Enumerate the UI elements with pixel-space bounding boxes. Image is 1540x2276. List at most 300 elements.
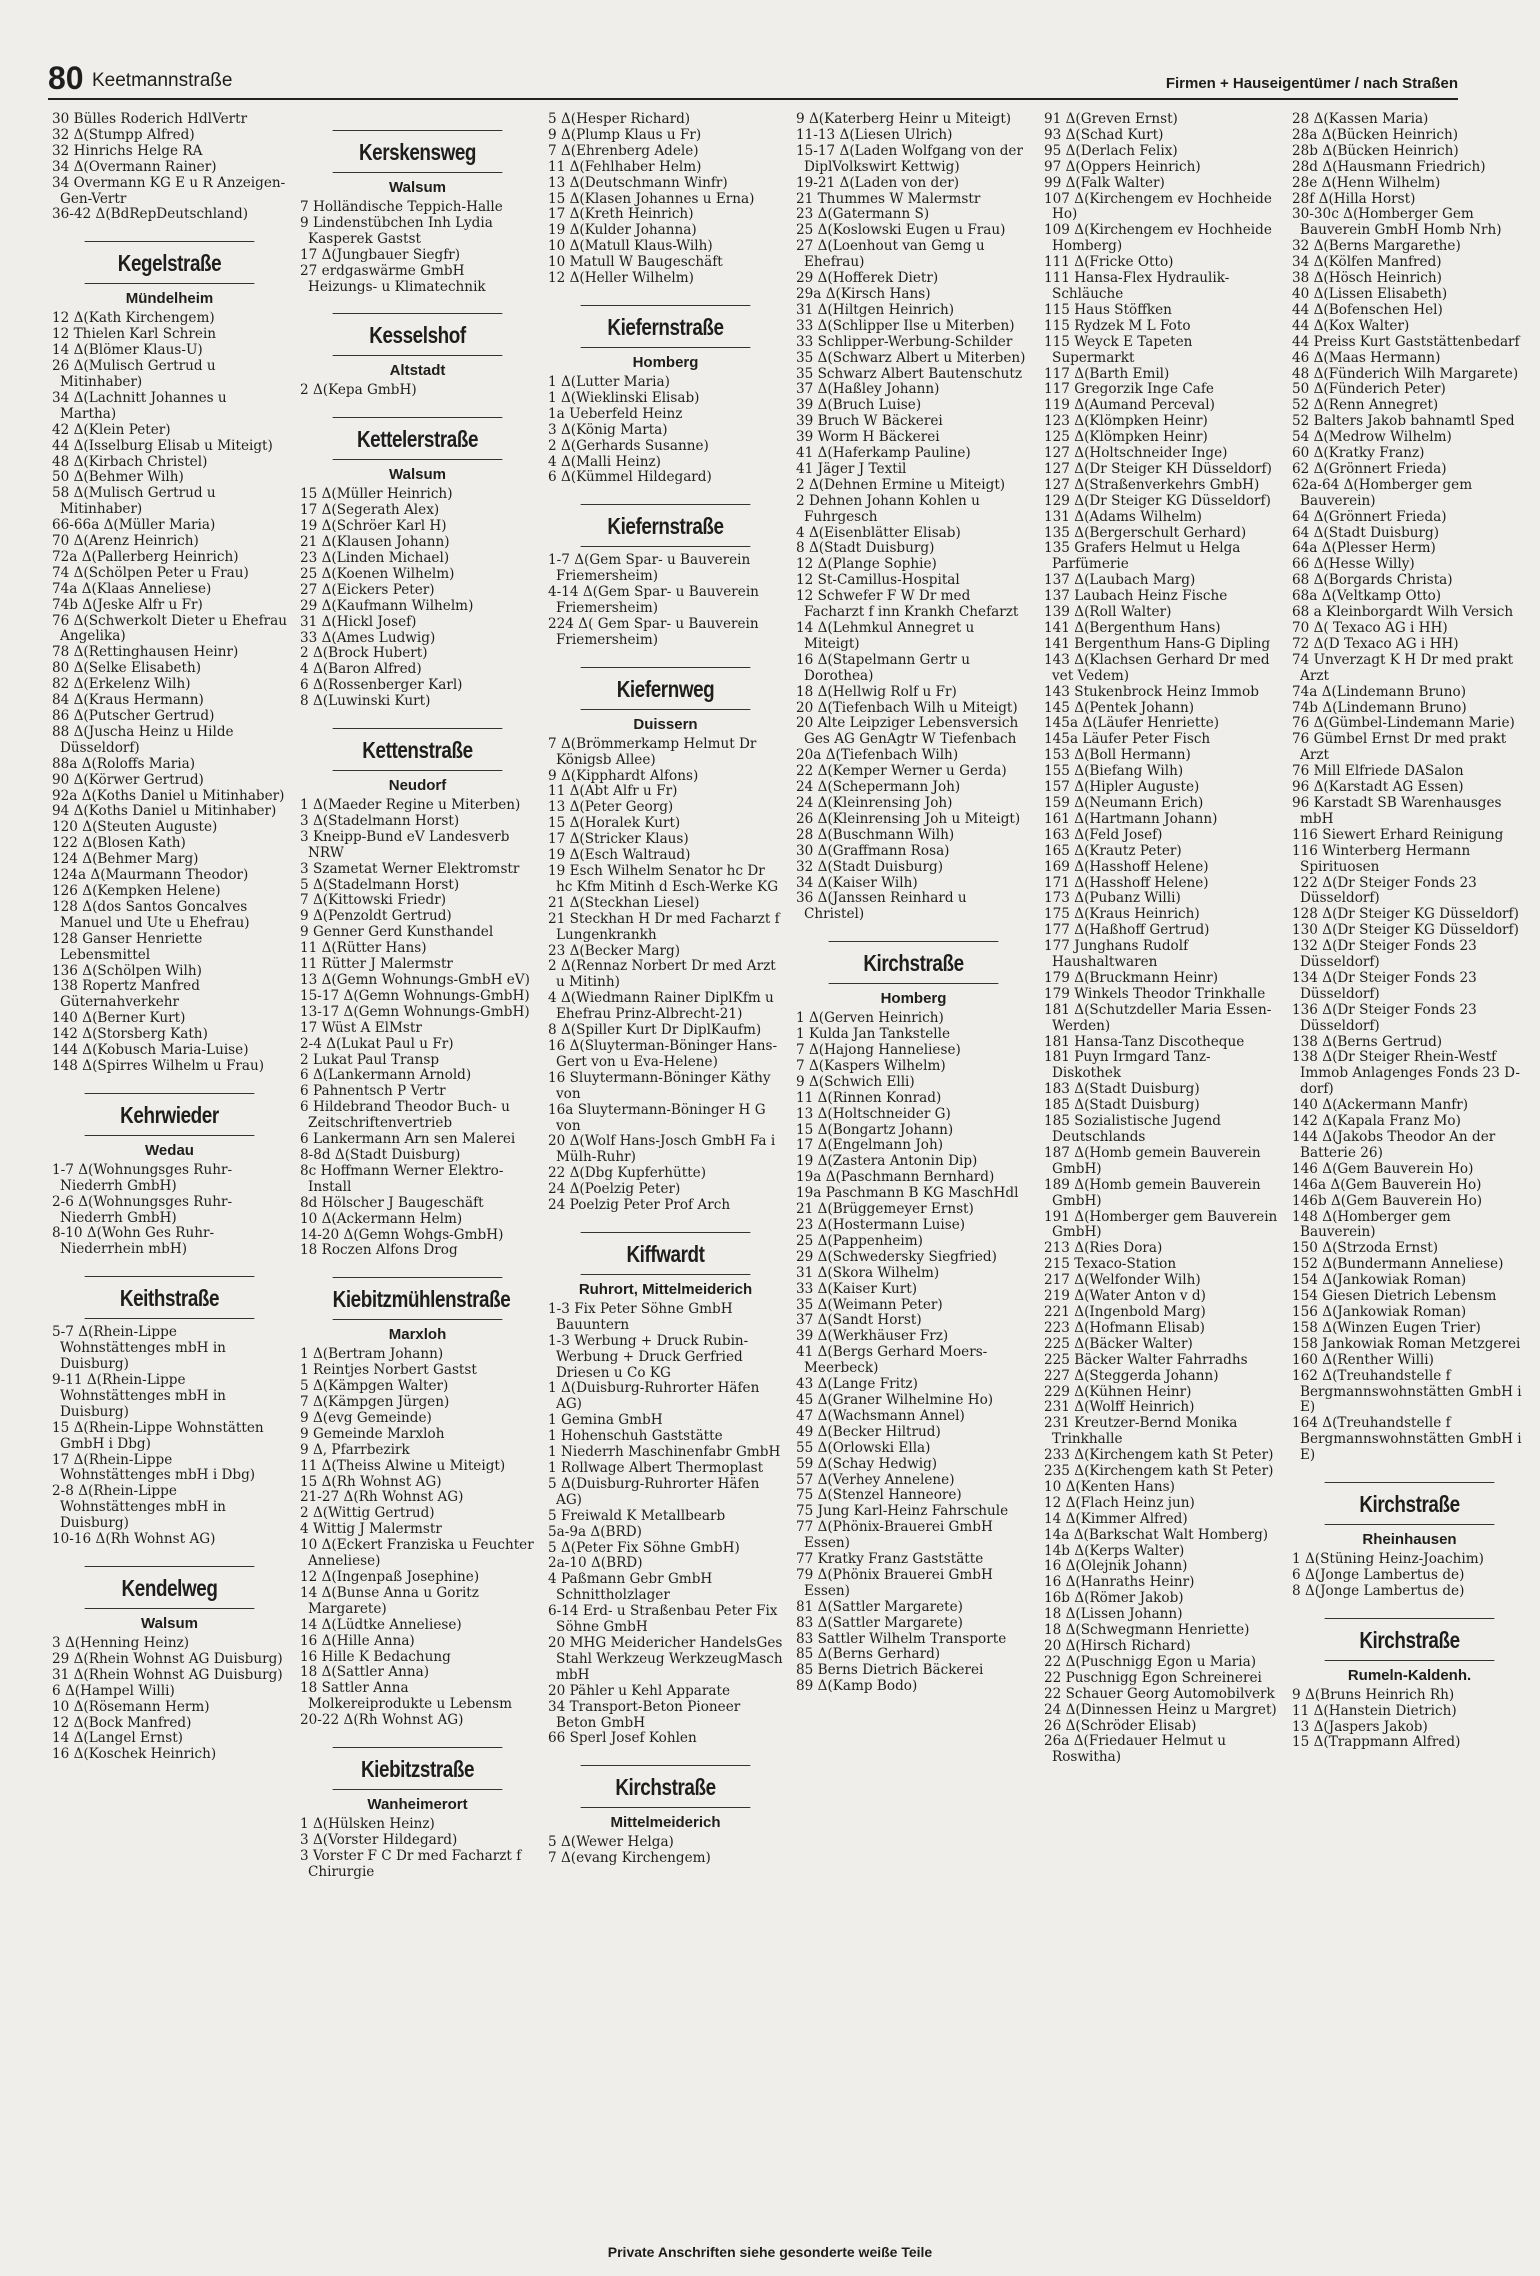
address-entry: 35 Δ(Weimann Peter)	[796, 1296, 943, 1313]
address-entry: 111 Δ(Fricke Otto)	[1044, 254, 1174, 271]
address-entry: 31 Δ(Skora Wilhelm)	[796, 1264, 940, 1281]
address-entry: 17 Δ(Engelmann Joh)	[796, 1137, 944, 1154]
address-entry: 157 Δ(Hipler Auguste)	[1044, 779, 1200, 796]
address-entry: 23 Δ(Linden Michael)	[300, 549, 450, 566]
address-entry: 27 Δ(Loenhout van Gemg u Ehefrau)	[796, 238, 985, 271]
address-entry: 6 Δ(Hampel Willi)	[52, 1682, 175, 1699]
address-entry: 145a Δ(Läufer Henriette)	[1044, 715, 1220, 732]
address-entry: 12 St-Camillus-Hospital	[796, 572, 960, 589]
address-entry: 24 Δ(Poelzig Peter)	[548, 1181, 681, 1198]
address-entry: 16 Δ(Sluyterman-Böninger Hans-Gert von u Eva-Helene)	[548, 1037, 778, 1070]
address-entry: 152 Δ(Bundermann Anneliese)	[1292, 1256, 1504, 1273]
address-entry: 1 Δ(Bertram Johann)	[300, 1346, 444, 1363]
address-entry: 131 Δ(Adams Wilhelm)	[1044, 508, 1202, 525]
address-entry: 12 Δ(Flach Heinz jun)	[1044, 1494, 1195, 1511]
street-block	[52, 1276, 287, 1548]
address-entry: 30 Δ(Graffmann Rosa)	[796, 842, 950, 859]
address-entry: 1 Δ(Hülsken Heinz)	[300, 1816, 435, 1833]
address-entry: 75 Δ(Stenzel Hanneore)	[796, 1487, 962, 1504]
directory-column	[1292, 112, 1527, 2132]
address-entry: 1 Δ(Stüning Heinz-Joachim)	[1292, 1551, 1484, 1568]
address-entry: 57 Δ(Verhey Annelene)	[796, 1471, 955, 1488]
address-entry: 29 Δ(Schwedersky Siegfried)	[796, 1248, 997, 1265]
address-entry: 5 Δ(Hesper Richard)	[548, 111, 691, 127]
address-entry: 10 Δ(Kenten Hans)	[1044, 1478, 1175, 1495]
address-entry: 17 Δ(Jungbauer Siegfr)	[300, 246, 461, 263]
address-entry: 66 Δ(Hesse Willy)	[1292, 556, 1415, 573]
address-entry: 14-20 Δ(Gemn Wohgs-GmbH)	[300, 1226, 504, 1243]
address-entry: 235 Δ(Kirchengem kath St Peter)	[1044, 1463, 1274, 1480]
address-entry: 20 Δ(Hirsch Richard)	[1044, 1638, 1191, 1654]
address-entry: 10 Matull W Baugeschäft	[548, 254, 723, 271]
address-entry: 19a Paschmann B KG MaschHdl	[796, 1185, 1019, 1202]
address-entry: 126 Δ(Kempken Helene)	[52, 882, 221, 899]
address-entry: 50 Δ(Behmer Wilh)	[52, 469, 184, 486]
address-entry: 16 Sluytermann-Böninger Käthy von	[548, 1069, 771, 1102]
address-entry: 28 Δ(Kassen Maria)	[1292, 111, 1429, 127]
address-entry: 137 Δ(Laubach Marg)	[1044, 572, 1196, 589]
address-entry: 68a Δ(Veltkamp Otto)	[1292, 588, 1442, 605]
address-entry: 33 Schlipper-Werbung-Schilder	[796, 333, 1013, 350]
address-entry: 12 Thielen Karl Schrein	[52, 326, 217, 343]
street-heading: Keithstraße	[85, 1276, 255, 1319]
address-entry: 8 Δ(Luwinski Kurt)	[300, 693, 431, 710]
address-entry: 141 Bergenthum Hans-G Dipling	[1044, 635, 1271, 652]
address-entry: 10 Δ(Eckert Franziska u Feuchter Anneliese)	[300, 1537, 534, 1570]
address-entry: 19 Δ(Kulder Johanna)	[548, 222, 697, 239]
address-entry: 1 Δ(Wieklinski Elisab)	[548, 389, 700, 406]
address-entry: 16 Δ(Olejnik Johann)	[1044, 1558, 1188, 1575]
address-entry: 83 Sattler Wilhelm Transporte	[796, 1630, 1007, 1647]
address-entry: 107 Δ(Kirchengem ev Hochheide Ho)	[1044, 190, 1272, 223]
address-entry: 8c Hoffmann Werner Elektro-Install	[300, 1162, 504, 1195]
address-entry: 32 Δ(Stumpp Alfred)	[52, 126, 195, 143]
address-entry: 52 Δ(Renn Annegret)	[1292, 397, 1439, 414]
address-entry: 45 Δ(Graner Wilhelmine Ho)	[796, 1391, 994, 1408]
footer-note: Private Anschriften siehe gesonderte weiße Teile	[607, 2244, 933, 2260]
address-entry: 139 Δ(Roll Walter)	[1044, 604, 1172, 621]
address-entry: 158 Δ(Winzen Eugen Trier)	[1292, 1319, 1481, 1336]
address-entry: 12 Δ(Ingenpaß Josephine)	[300, 1569, 480, 1585]
address-entry: 14a Δ(Barkschat Walt Homberg)	[1044, 1526, 1269, 1543]
address-entry: 17 Wüst A ElMstr	[300, 1019, 422, 1036]
address-entry: 28d Δ(Hausmann Friedrich)	[1292, 158, 1486, 175]
address-entry: 74a Δ(Lindemann Bruno)	[1292, 683, 1467, 700]
address-entry: 116 Winterberg Hermann Spirituosen	[1292, 842, 1471, 875]
address-entry: 13-17 Δ(Gemn Wohnungs-GmbH)	[300, 1003, 530, 1020]
address-entry: 95 Δ(Derlach Felix)	[1044, 142, 1178, 159]
address-entry: 6 Δ(Jonge Lambertus de)	[1292, 1566, 1465, 1583]
address-entry: 3 Δ(Vorster Hildegard)	[300, 1831, 458, 1848]
address-entry: 13 Δ(Deutschmann Winfr)	[548, 174, 728, 191]
address-entry: 16 Δ(Koschek Heinrich)	[52, 1746, 217, 1763]
address-entry: 3 Δ(König Marta)	[548, 421, 668, 438]
address-entry: 62a-64 Δ(Homberger gem Bauverein)	[1292, 476, 1473, 509]
street-block	[1292, 1618, 1527, 1752]
street-heading: Kiffwardt	[581, 1232, 751, 1275]
address-entry: 128 Δ(dos Santos Goncalves Manuel und Ute u Ehefrau)	[52, 898, 250, 931]
address-entry: 23 Δ(Hostermann Luise)	[796, 1217, 966, 1233]
address-entry: 148 Δ(Homberger gem Bauverein)	[1292, 1208, 1451, 1241]
address-entry: 6-14 Erd- u Straßenbau Peter Fix Söhne GmbH	[548, 1603, 778, 1636]
address-entry: 48 Δ(Kirbach Christel)	[52, 453, 208, 470]
address-entry: 1 Kulda Jan Tankstelle	[796, 1026, 951, 1043]
address-entry: 66-66a Δ(Müller Maria)	[52, 517, 216, 534]
address-entry: 10 Δ(Matull Klaus-Wilh)	[548, 238, 713, 255]
address-entry: 39 Bruch W Bäckerei	[796, 413, 943, 430]
address-entry: 50 Δ(Fünderich Peter)	[1292, 381, 1446, 398]
address-entry: 42 Δ(Klein Peter)	[52, 421, 171, 438]
address-entry: 8 Δ(Jonge Lambertus de)	[1292, 1582, 1465, 1599]
address-entry: 4 Δ(Eisenblätter Elisab)	[796, 524, 961, 541]
address-entry: 11 Δ(Abt Alfr u Fr)	[548, 783, 678, 800]
address-entry: 31 Δ(Hickl Josef)	[300, 613, 417, 630]
street-block	[548, 667, 783, 1214]
address-entry: 2-6 Δ(Wohnungsges Ruhr-Niederrh GmbH)	[52, 1193, 233, 1226]
address-entry: 23 Δ(Gatermann S)	[796, 206, 930, 223]
address-entry: 150 Δ(Strzoda Ernst)	[1292, 1240, 1439, 1257]
address-entry: 15 Δ(Bongartz Johann)	[796, 1121, 954, 1138]
street-block	[300, 1277, 535, 1729]
address-entry: 7 Δ(Hajong Hanneliese)	[796, 1042, 961, 1059]
address-entry: 144 Δ(Jakobs Theodor An der Batterie 26)	[1292, 1129, 1496, 1161]
address-entry: 125 Δ(Klömpken Heinr)	[1044, 429, 1208, 446]
address-entry: 9 Δ(Penzoldt Gertrud)	[300, 908, 452, 925]
address-entry: 123 Δ(Klömpken Heinr)	[1044, 413, 1208, 430]
district-heading: Rumeln-Kaldenh.	[1347, 1666, 1472, 1684]
address-entry: 163 Δ(Feld Josef)	[1044, 826, 1163, 843]
address-entry: 22 Δ(Kemper Werner u Gerda)	[796, 763, 1007, 780]
address-entry: 1 Hohenschuh Gaststätte	[548, 1428, 723, 1445]
address-entry: 4 Δ(Baron Alfred)	[300, 661, 422, 678]
address-entry: 34 Δ(Lachnitt Johannes u Martha)	[52, 389, 227, 422]
address-entry: 58 Δ(Mulisch Gertrud u Mitinhaber)	[52, 485, 216, 518]
address-entry: 5 Δ(Stadelmann Horst)	[300, 876, 460, 893]
address-entry: 143 Δ(Klachsen Gerhard Dr med vet Vedem)	[1044, 651, 1270, 684]
district-heading: Wedau	[145, 1141, 194, 1159]
address-entry: 13 Δ(Gemn Wohnungs-GmbH eV)	[300, 972, 530, 988]
address-entry: 146b Δ(Gem Bauverein Ho)	[1292, 1192, 1483, 1209]
address-entry: 28a Δ(Bücken Heinrich)	[1292, 126, 1459, 143]
district-heading: Marxloh	[388, 1326, 447, 1344]
address-entry: 17 Δ(Segerath Alex)	[300, 502, 440, 519]
address-entry: 72a Δ(Pallerberg Heinrich)	[52, 548, 239, 565]
address-entry: 36-42 Δ(BdRepDeutschland)	[52, 206, 249, 223]
address-entry: 111 Hansa-Flex Hydraulik-Schläuche	[1044, 270, 1230, 302]
address-entry: 124 Δ(Behmer Marg)	[52, 851, 199, 868]
address-entry: 28 Δ(Buschmann Wilh)	[796, 826, 955, 843]
address-entry: 4 Wittig J Malermstr	[300, 1521, 442, 1538]
district-heading: Walsum	[389, 466, 446, 484]
address-entry: 20 Alte Leipziger Lebensversich Ges AG GenAgtr W Tiefenbach	[796, 715, 1019, 748]
address-entry: 79 Δ(Phönix Brauerei GmbH Essen)	[796, 1566, 993, 1599]
address-entry: 34 Δ(Kölfen Manfred)	[1292, 254, 1442, 271]
address-entry: 3 Szametat Werner Elektromstr	[300, 860, 520, 877]
address-entry: 14b Δ(Kerps Walter)	[1044, 1542, 1185, 1559]
address-entry: 74b Δ(Lindemann Bruno)	[1292, 699, 1467, 716]
address-entry: 4 Δ(Malli Heinz)	[548, 453, 661, 470]
address-entry: 32 Δ(Stadt Duisburg)	[796, 858, 944, 875]
address-entry: 28e Δ(Henn Wilhelm)	[1292, 174, 1441, 191]
address-entry: 3 Kneipp-Bund eV Landesverb NRW	[300, 828, 510, 861]
address-entry: 7 Δ(Ehrenberg Adele)	[548, 142, 699, 159]
street-block	[52, 1093, 287, 1258]
address-entry: 49 Δ(Becker Hiltrud)	[796, 1423, 941, 1440]
address-entry: 85 Δ(Berns Gerhard)	[796, 1646, 941, 1663]
address-entry: 75 Jung Karl-Heinz Fahrschule	[796, 1503, 1009, 1520]
district-heading: Mittelmeiderich	[610, 1814, 721, 1832]
address-entry: 154 Giesen Dietrich Lebensm	[1292, 1288, 1497, 1305]
street-block	[1292, 112, 1527, 1464]
address-entry: 46 Δ(Maas Hermann)	[1292, 349, 1441, 366]
address-entry: 117 Gregorzik Inge Cafe	[1044, 381, 1214, 398]
address-entry: 20a Δ(Tiefenbach Wilh)	[796, 747, 959, 764]
address-entry: 2a-10 Δ(BRD)	[548, 1555, 643, 1572]
address-entry: 26a Δ(Friedauer Helmut u Roswitha)	[1044, 1733, 1227, 1766]
address-entry: 1 Reintjes Norbert Gastst	[300, 1362, 477, 1379]
address-entry: 6 Δ(Kümmel Hildegard)	[548, 469, 712, 486]
address-entry: 140 Δ(Ackermann Manfr)	[1292, 1097, 1469, 1114]
address-entry: 11 Δ(Rütter Hans)	[300, 940, 427, 957]
address-entry: 18 Roczen Alfons Drog	[300, 1242, 458, 1259]
address-entry: 223 Δ(Hofmann Elisab)	[1044, 1319, 1205, 1336]
address-entry: 19 Δ(Schröer Karl H)	[300, 518, 447, 535]
address-entry: 20 Pähler u Kehl Apparate	[548, 1682, 730, 1699]
address-entry: 15 Δ(Rhein-Lippe Wohnstätten GmbH i Dbg)	[52, 1419, 264, 1452]
street-heading: Kiefernstraße	[581, 305, 751, 348]
street-block	[52, 241, 287, 1075]
address-entry: 177 Δ(Haßhoff Gertrud)	[1044, 922, 1210, 939]
address-entry: 181 Δ(Schutzdeller Maria Essen-Werden)	[1044, 1001, 1272, 1034]
district-heading: Walsum	[389, 179, 446, 196]
address-entry: 179 Δ(Bruckmann Heinr)	[1044, 969, 1219, 986]
address-entry: 16 Δ(Stapelmann Gertr u Dorothea)	[796, 651, 970, 684]
address-entry: 219 Δ(Water Anton v d)	[1044, 1288, 1206, 1305]
address-entry: 44 Preiss Kurt Gaststättenbedarf	[1292, 333, 1520, 350]
district-heading: Homberg	[880, 990, 947, 1008]
address-entry: 76 Mill Elfriede DASalon	[1292, 763, 1464, 780]
address-entry: 7 Δ(Brömmerkamp Helmut Dr Königsb Allee)	[548, 735, 757, 768]
address-entry: 117 Δ(Barth Emil)	[1044, 365, 1170, 382]
address-entry: 115 Weyck E Tapeten Supermarkt	[1044, 333, 1193, 366]
page-header	[48, 60, 1458, 100]
address-entry: 21 Δ(Steckhan Liesel)	[548, 894, 700, 911]
address-entry: 14 Δ(Langel Ernst)	[52, 1730, 183, 1747]
address-entry: 9 Δ(Katerberg Heinr u Miteigt)	[796, 111, 1012, 127]
address-entry: 8-8d Δ(Stadt Duisburg)	[300, 1146, 461, 1163]
address-entry: 76 Gümbel Ernst Dr med prakt Arzt	[1292, 731, 1507, 764]
street-block	[300, 417, 535, 710]
address-entry: 18 Δ(Sattler Anna)	[300, 1664, 430, 1681]
address-entry: 35 Schwarz Albert Bautenschutz	[796, 365, 1023, 382]
address-entry: 156 Δ(Jankowiak Roman)	[1292, 1303, 1467, 1320]
address-entry: 38 Δ(Hösch Heinrich)	[1292, 270, 1442, 287]
address-entry: 33 Δ(Kaiser Kurt)	[796, 1280, 918, 1297]
address-entry: 137 Laubach Heinz Fische	[1044, 588, 1228, 605]
address-entry: 68 Δ(Borgards Christa)	[1292, 572, 1453, 589]
address-entry: 22 Δ(Puschnigg Egon u Maria)	[1044, 1653, 1257, 1670]
address-entry: 13 Δ(Peter Georg)	[548, 799, 674, 816]
address-entry: 138 Ropertz Manfred Güternahverkehr	[52, 978, 200, 1011]
address-entry: 18 Δ(Lissen Johann)	[1044, 1606, 1183, 1623]
address-entry: 177 Junghans Rudolf Haushaltwaren	[1044, 938, 1189, 971]
address-entry: 68 a Kleinborgardt Wilh Versich	[1292, 604, 1514, 621]
address-entry: 9 Genner Gerd Kunsthandel	[300, 924, 494, 941]
address-entry: 24 Δ(Schepermann Joh)	[796, 779, 961, 796]
address-entry: 6 Pahnentsch P Vertr	[300, 1083, 446, 1100]
district-heading: Walsum	[141, 1614, 198, 1632]
address-entry: 122 Δ(Dr Steiger Fonds 23 Düsseldorf)	[1292, 874, 1477, 907]
address-entry: 127 Δ(Dr Steiger KH Düsseldorf)	[1044, 460, 1272, 477]
address-entry: 162 Δ(Treuhandstelle f Bergmannswohnstätten GmbH i E)	[1292, 1367, 1522, 1416]
address-entry: 16 Δ(Hille Anna)	[300, 1632, 415, 1649]
address-entry: 2 Δ(Wittig Gertrud)	[300, 1505, 435, 1522]
address-entry: 37 Δ(Haßley Johann)	[796, 381, 940, 398]
address-entry: 146a Δ(Gem Bauverein Ho)	[1292, 1176, 1482, 1193]
address-entry: 19 Δ(Zastera Antonin Dip)	[796, 1153, 978, 1170]
address-entry: 2 Dehnen Johann Kohlen u Fuhrgesch	[796, 492, 980, 525]
address-entry: 9-11 Δ(Rhein-Lippe Wohnstättenges mbH in Duisburg)	[52, 1372, 226, 1420]
address-entry: 11 Δ(Hanstein Dietrich)	[1292, 1702, 1457, 1719]
address-entry: 5 Δ(Wewer Helga)	[548, 1834, 674, 1851]
address-entry: 221 Δ(Ingenbold Marg)	[1044, 1303, 1206, 1320]
address-entry: 32 Hinrichs Helge RA	[52, 142, 203, 159]
address-entry: 15 Δ(Trappmann Alfred)	[1292, 1734, 1461, 1751]
directory-column	[52, 112, 287, 2132]
address-entry: 6 Hildebrand Theodor Buch- u Zeitschriftenvertrieb	[300, 1099, 510, 1132]
address-entry: 144 Δ(Kobusch Maria-Luise)	[52, 1042, 249, 1059]
address-entry: 2 Δ(Brock Hubert)	[300, 645, 428, 662]
address-entry: 5 Δ(Kämpgen Walter)	[300, 1378, 449, 1395]
address-entry: 22 Schauer Georg Automobilverk	[1044, 1685, 1275, 1702]
address-entry: 77 Δ(Phönix-Brauerei GmbH Essen)	[796, 1519, 993, 1552]
address-entry: 11 Δ(Fehlhaber Helm)	[548, 158, 702, 175]
address-entry: 1-3 Werbung + Druck Rubin-Werbung + Druck Gerfried Driesen u Co KG	[548, 1332, 749, 1381]
address-entry: 185 Sozialistische Jugend Deutschlands	[1044, 1113, 1221, 1145]
address-entry: 231 Δ(Wolff Heinrich)	[1044, 1399, 1195, 1416]
directory-column	[1044, 112, 1279, 2132]
address-entry: 161 Δ(Hartmann Johann)	[1044, 810, 1218, 827]
address-entry: 39 Δ(Werkhäuser Frz)	[796, 1328, 949, 1345]
address-entry: 97 Δ(Oppers Heinrich)	[1044, 158, 1201, 175]
address-entry: 9 Δ, Pfarrbezirk	[300, 1441, 410, 1458]
street-block	[300, 1747, 535, 1881]
address-entry: 39 Worm H Bäckerei	[796, 429, 940, 446]
address-entry: 138 Δ(Dr Steiger Rhein-Westf Immob Anlagenges Fonds 23 D-dorf)	[1292, 1049, 1520, 1098]
address-entry: 16a Sluytermann-Böninger H G von	[548, 1101, 766, 1134]
address-entry: 30-30c Δ(Homberger Gem Bauverein GmbH Homb Nrh)	[1292, 206, 1502, 239]
address-entry: 17 Δ(Kreth Heinrich)	[548, 206, 694, 223]
street-block	[300, 130, 535, 295]
district-heading: Rheinhausen	[1362, 1531, 1457, 1549]
address-entry: 134 Δ(Dr Steiger Fonds 23 Düsseldorf)	[1292, 969, 1477, 1002]
street-block	[548, 1765, 783, 1867]
address-entry: 183 Δ(Stadt Duisburg)	[1044, 1081, 1200, 1098]
address-entry: 179 Winkels Theodor Trinkhalle	[1044, 985, 1266, 1002]
address-entry: 22 Puschnigg Egon Schreinerei	[1044, 1669, 1262, 1686]
address-entry: 142 Δ(Kapala Franz Mo)	[1292, 1113, 1461, 1130]
address-entry: 89 Δ(Kamp Bodo)	[796, 1678, 918, 1695]
address-entry: 5a-9a Δ(BRD)	[548, 1523, 642, 1540]
address-entry: 15 Δ(Müller Heinrich)	[300, 486, 453, 503]
street-block	[548, 305, 783, 486]
address-entry: 76 Δ(Schwerkolt Dieter u Ehefrau Angelika)	[52, 612, 287, 645]
address-entry: 59 Δ(Schay Hedwig)	[796, 1455, 938, 1472]
address-entry: 21 Thummes W Malermstr	[796, 190, 981, 207]
address-entry: 14 Δ(Blömer Klaus-U)	[52, 342, 203, 359]
address-entry: 83 Δ(Sattler Margarete)	[796, 1614, 963, 1631]
address-entry: 5-7 Δ(Rhein-Lippe Wohnstättenges mbH in Duisburg)	[52, 1324, 226, 1373]
address-entry: 18 Δ(Hellwig Rolf u Fr)	[796, 683, 957, 700]
address-entry: 74a Δ(Klaas Anneliese)	[52, 580, 212, 597]
address-entry: 128 Δ(Dr Steiger KG Düsseldorf)	[1292, 906, 1519, 923]
street-heading: Kirchstraße	[581, 1765, 751, 1808]
directory-column	[796, 112, 1031, 2132]
address-entry: 29 Δ(Kaufmann Wilhelm)	[300, 597, 474, 614]
street-heading: Kesselshof	[333, 313, 503, 356]
address-entry: 34 Overmann KG E u R Anzeigen-Gen-Vertr	[52, 174, 286, 207]
address-entry: 11 Δ(Theiss Alwine u Miteigt)	[300, 1457, 506, 1474]
address-entry: 24 Δ(Kleinrensing Joh)	[796, 794, 953, 811]
address-entry: 12 Δ(Bock Manfred)	[52, 1714, 192, 1731]
address-entry: 12 Δ(Heller Wilhelm)	[548, 270, 694, 287]
address-entry: 159 Δ(Neumann Erich)	[1044, 794, 1204, 811]
address-entry: 1-3 Fix Peter Söhne GmbH Bauuntern	[548, 1300, 733, 1333]
address-entry: 15 Δ(Rh Wohnst AG)	[300, 1473, 442, 1490]
address-entry: 6 Lankermann Arn sen Malerei	[300, 1131, 516, 1148]
address-entry: 1 Gemina GmbH	[548, 1412, 663, 1429]
address-entry: 1 Rollwage Albert Thermoplast	[548, 1460, 764, 1476]
section-title: Firmen + Hauseigentümer / nach Straßen	[1165, 75, 1458, 92]
address-entry: 6 Δ(Lankermann Arnold)	[300, 1067, 472, 1084]
street-heading: Kirchstraße	[829, 941, 999, 984]
address-entry: 90 Δ(Körwer Gertrud)	[52, 771, 204, 788]
address-entry: 31 Δ(Hiltgen Heinrich)	[796, 301, 955, 318]
address-entry: 4-14 Δ(Gem Spar- u Bauverein Friemersheim)	[548, 584, 759, 617]
address-entry: 44 Δ(Isselburg Elisab u Miteigt)	[52, 437, 273, 454]
address-entry: 21-27 Δ(Rh Wohnst AG)	[300, 1489, 464, 1506]
address-entry: 155 Δ(Biefang Wilh)	[1044, 763, 1184, 780]
address-entry: 25 Δ(Koslowski Eugen u Frau)	[796, 222, 1006, 239]
street-block	[548, 1232, 783, 1747]
address-entry: 48 Δ(Fünderich Wilh Margarete)	[1292, 365, 1519, 382]
address-entry: 86 Δ(Putscher Gertrud)	[52, 708, 215, 724]
address-entry: 164 Δ(Treuhandstelle f Bergmannswohnstätten GmbH i E)	[1292, 1415, 1522, 1464]
address-entry: 158 Jankowiak Roman Metzgerei	[1292, 1335, 1521, 1352]
street-heading: Kiebitzstraße	[333, 1747, 503, 1790]
address-entry: 33 Δ(Ames Ludwig)	[300, 629, 436, 646]
address-entry: 74 Unverzagt K H Dr med prakt Arzt	[1292, 651, 1514, 684]
street-heading: Kehrwieder	[85, 1093, 255, 1136]
district-heading: Ruhrort, Mittelmeiderich	[578, 1280, 753, 1298]
address-entry: 27 erdgaswärme GmbH Heizungs- u Klimatechnik	[300, 262, 486, 295]
address-entry: 181 Hansa-Tanz Discotheque	[1044, 1033, 1245, 1050]
address-entry: 36 Δ(Janssen Reinhard u Christel)	[796, 890, 967, 923]
address-entry: 231 Kreutzer-Bernd Monika Trinkhalle	[1044, 1415, 1238, 1448]
address-entry: 19a Δ(Paschmann Bernhard)	[796, 1169, 995, 1186]
address-entry: 28b Δ(Bücken Heinrich)	[1292, 142, 1459, 159]
address-entry: 11-13 Δ(Liesen Ulrich)	[796, 126, 953, 143]
address-entry: 215 Texaco-Station	[1044, 1256, 1177, 1273]
address-entry: 140 Δ(Berner Kurt)	[52, 1010, 186, 1027]
address-entry: 15-17 Δ(Gemn Wohnungs-GmbH)	[300, 987, 530, 1004]
address-entry: 1 Δ(Gerven Heinrich)	[796, 1010, 944, 1027]
address-entry: 130 Δ(Dr Steiger KG Düsseldorf)	[1292, 922, 1519, 939]
address-entry: 28f Δ(Hilla Horst)	[1292, 190, 1416, 207]
address-entry: 39 Δ(Bruch Luise)	[796, 397, 922, 414]
address-entry: 29 Δ(Rhein Wohnst AG Duisburg)	[52, 1650, 283, 1667]
street-heading: Kegelstraße	[85, 241, 255, 284]
